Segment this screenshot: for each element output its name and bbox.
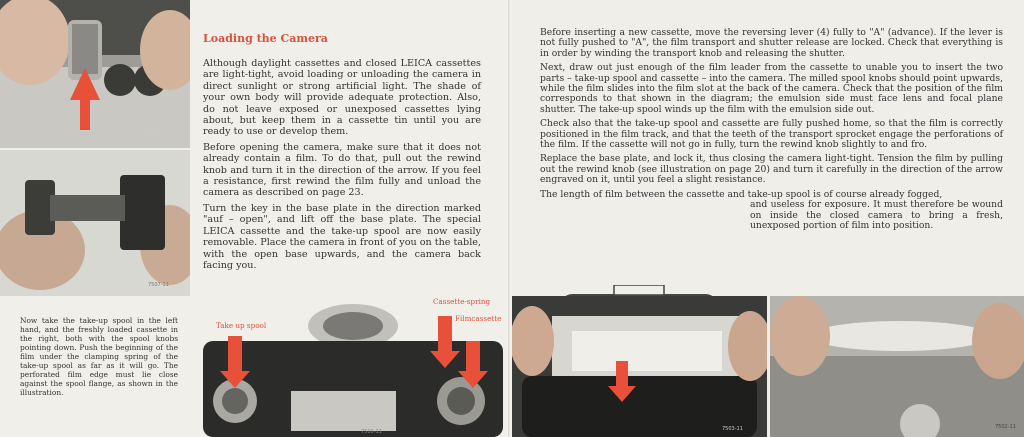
photo-base-plate: [770, 296, 1024, 437]
photo-code: 7502-11: [995, 424, 1016, 430]
rewind-knob-illustration: [0, 0, 190, 148]
photo-rewind-knob: [0, 0, 190, 148]
photo-code: 7503-11: [722, 426, 743, 432]
photo-camera-base: [203, 296, 503, 437]
cassette-spring-label: Cassette-spring: [433, 297, 491, 306]
base-plate-illustration: [770, 296, 1024, 437]
spool-cassette-illustration: [0, 150, 190, 296]
paragraph-line: The length of film between the cassette and take-up spool is of course already fogged,: [540, 188, 943, 200]
paragraph: Check also that the take-up spool and cassette are fully pushed home, so that the film is correctly positioned in the film track, and that the teeth of the transport sprocket engage the perforations of the film. If the cassette will not go in fully, turn the rewind knob slightly to and fro.: [540, 118, 1003, 151]
photo-spool-cassette: [0, 150, 190, 296]
takeup-spool-label: Take up spool: [216, 321, 267, 330]
photo-code: 7027-11: [142, 131, 163, 137]
paragraph-continuation: and useless for exposure. It must therefore be wound on inside the closed camera to bring a fresh, unexposed portion of film into position.: [750, 199, 1003, 231]
paragraph: Next, draw out just enough of the film leader from the cassette to unable you to insert the two parts – take-up spool and cassette – into the camera. The milled spool knobs should point upwards, while the film slides into the film slot at the back of the camera. Check that the position of the film corresponds to that shown in the diagram; the emulsion side must face lens and focal plane shutter. The take-up spool winds up the film with the emulsion side out.: [540, 62, 1003, 115]
right-body-text: [540, 28, 1003, 235]
left-page: [0, 0, 510, 437]
photo-inserting-cassette: [512, 296, 767, 437]
paragraph: Replace the base plate, and lock it, thus closing the camera light-tight. Tension the film by pulling out the rewind knob (see illustration on page 20) and turn it carefully in the direction of the arrow engraved on it, until you feel a slight resistance.: [540, 153, 1003, 186]
page-title: Loading the Camera: [203, 32, 328, 45]
paragraph: Before opening the camera, make sure that it does not already contain a film. To do that, pull out the rewind knob and turn it in the direction of the arrow. If you feel a resistance, first rewind the film fully and unload the camera as described on page 23.: [203, 141, 481, 199]
left-body-text: [203, 58, 481, 275]
photo-code: 7510-11: [361, 429, 382, 435]
inserting-cassette-illustration: [512, 296, 767, 437]
photo-code: 7507-11: [148, 282, 169, 288]
paragraph: Although daylight cassettes and closed LEICA cassettes are light-tight, avoid loading or unloading the camera in direct sunlight or strong artificial light. The shade of your own body will provide adequate protection. Also, do not leave exposed or unexposed cassettes lying about, but keep them in a cassette tin until you are ready to use or develop them.: [203, 58, 481, 138]
right-page: [512, 0, 1024, 437]
paragraph: Before inserting a new cassette, move the reversing lever (4) fully to "A" (advance). If the lever is not fully pushed to "A", the film transport and shutter release are locked. Check that everything is in order by winding the transport knob and releasing the shutter.: [540, 27, 1003, 59]
filmcassette-label: Filmcassette: [455, 314, 502, 323]
paragraph: Turn the key in the base plate in the direction marked "auf – open", and lift off the base plate. The special LEICA cassette and the take-up spool are now easily removable. Place the camera in front of you on the table, with the open base upwards, and the camera back facing you.: [203, 202, 481, 271]
caption-paragraph: Now take the take-up spool in the left hand, and the freshly loaded cassette in the right, both with the spool knobs pointing down. Push the beginning of the film under the clamping spring of the take-up spool as far as it will go. The perforated film edge must lie close against the spool flange, as shown in the illustration.: [20, 316, 178, 397]
